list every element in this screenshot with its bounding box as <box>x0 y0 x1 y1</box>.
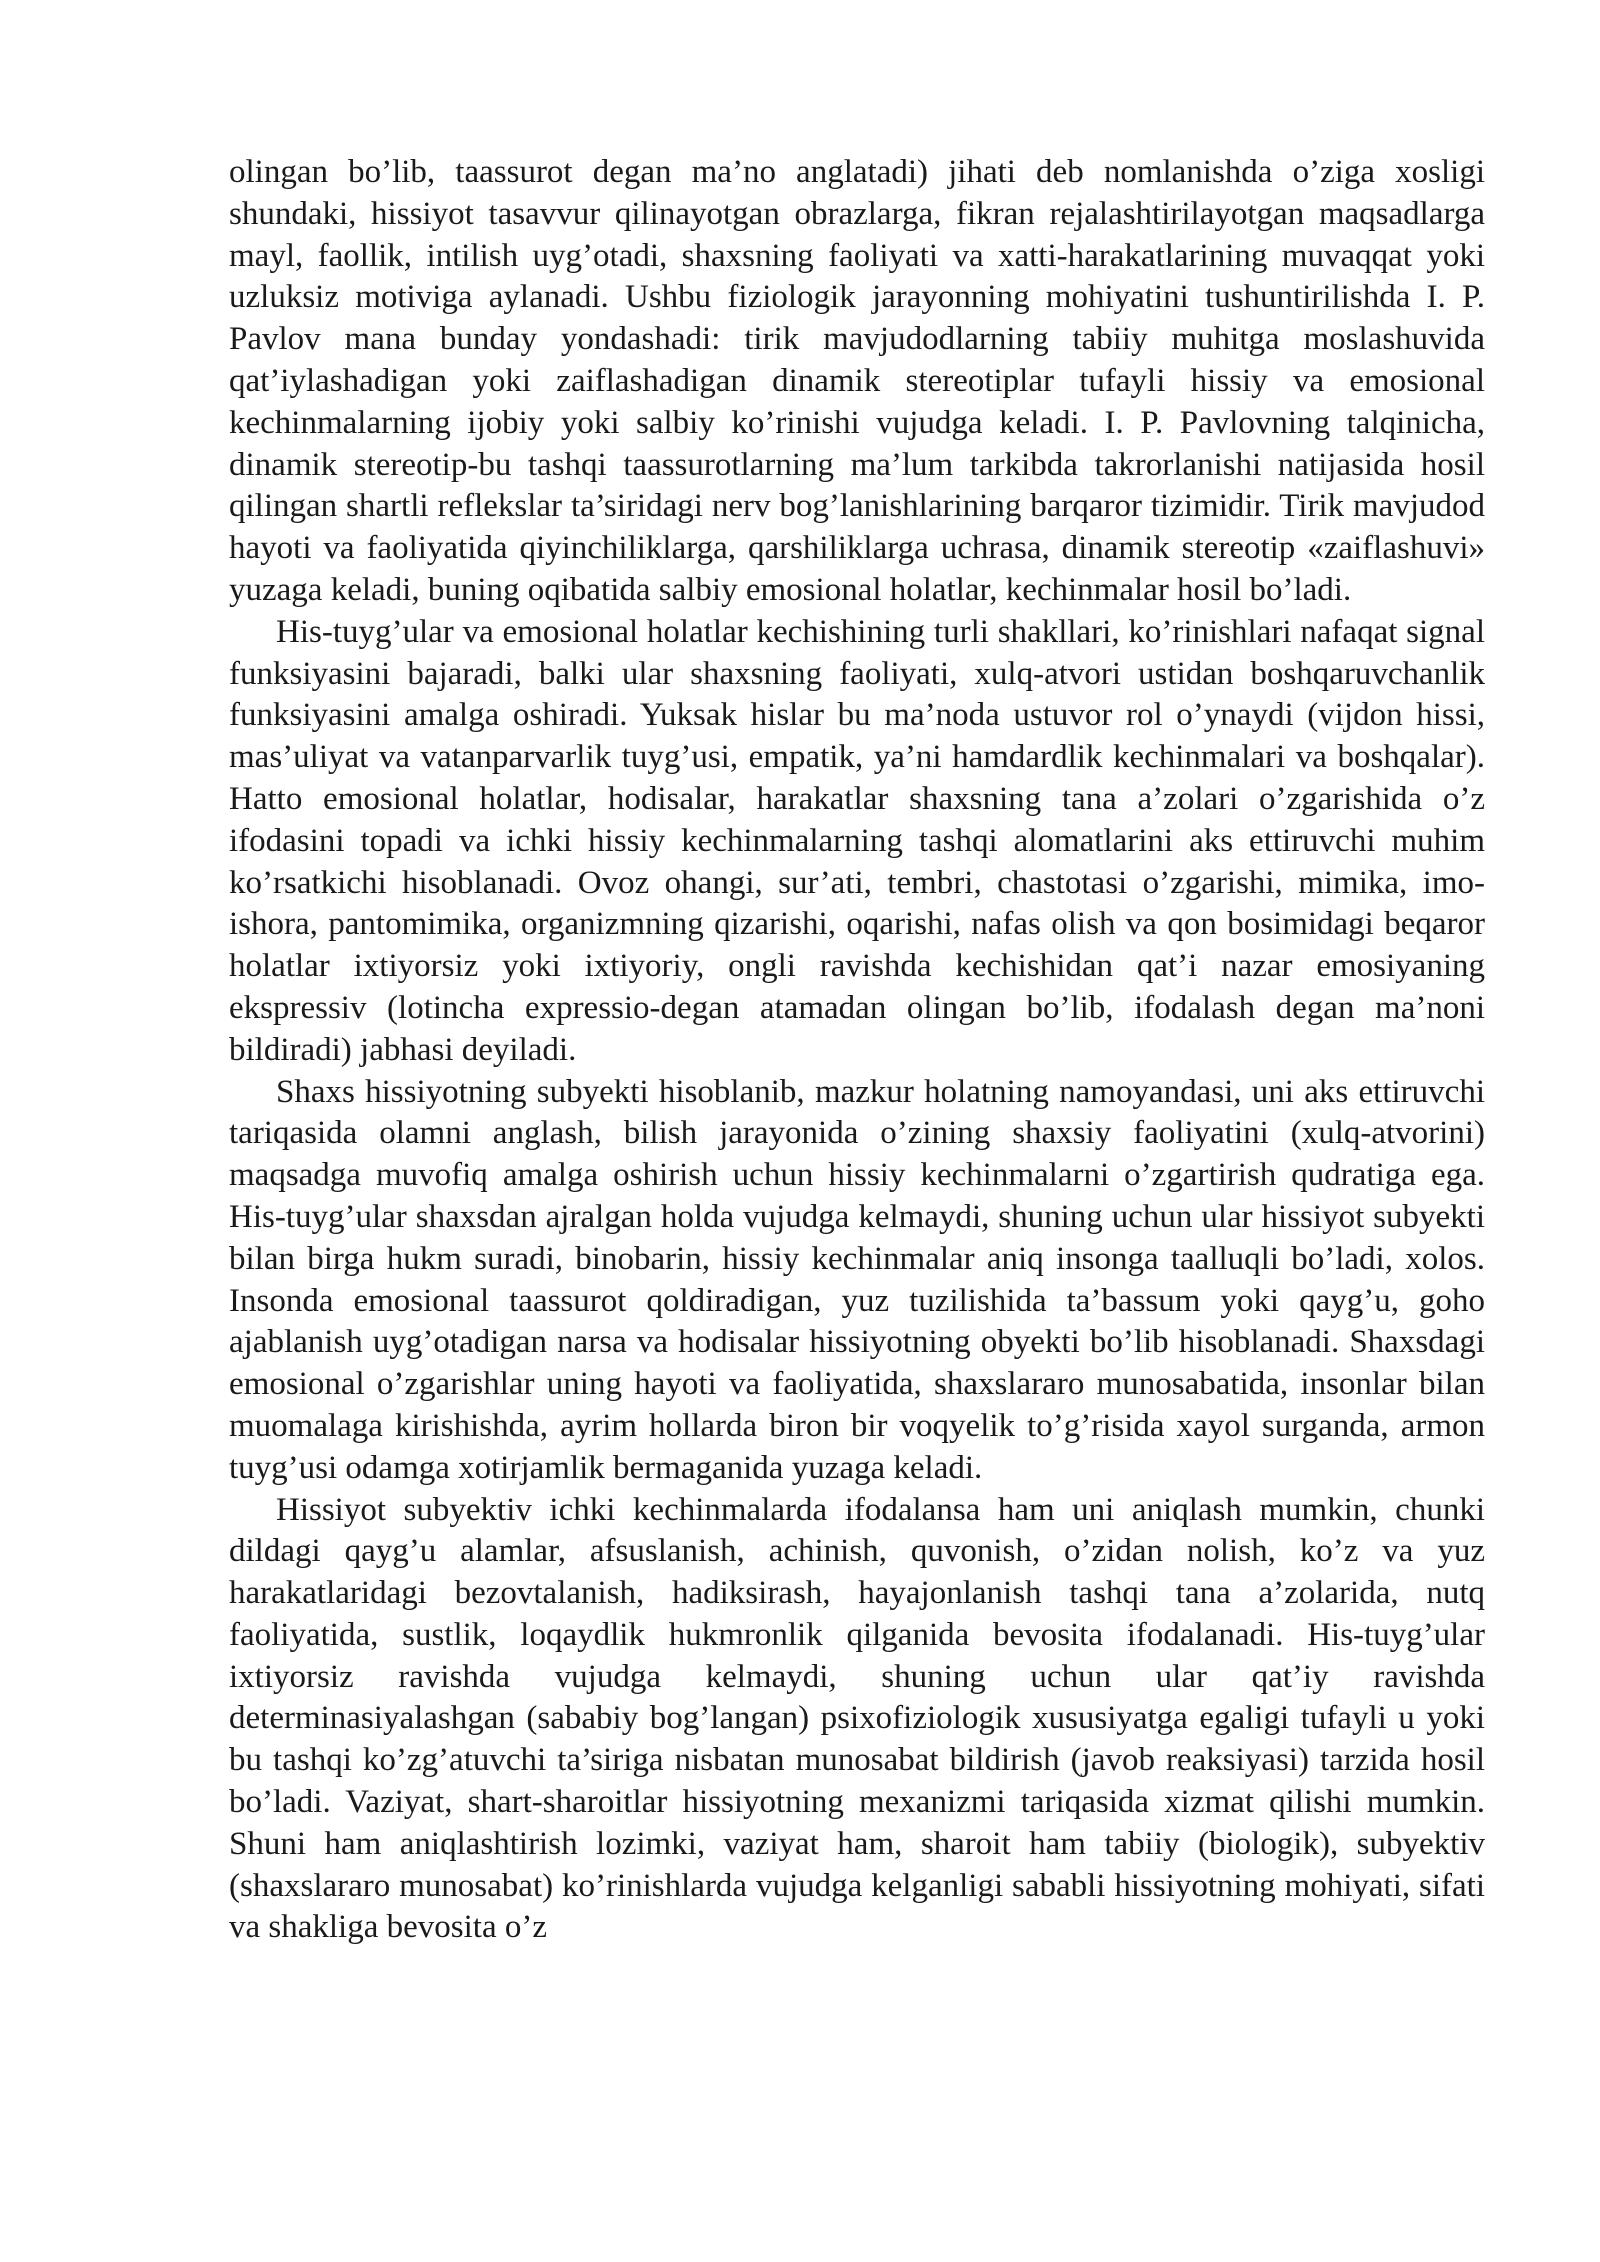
paragraph-1: olingan bo’lib, taassurot degan ma’no anglatadi) jihati deb nomlanishda o’ziga xosligi shundaki, hissiyot tasavvur qilinayotgan obrazlarga, fikran rejalashtirilayotgan maqsadlarga mayl, faollik, intilish uyg’otadi, shaxsning faoliyati va xatti-harakatlarining muvaqqat yoki uzluksiz motiviga aylanadi. Ushbu fiziologik jarayonning mohiyatini tushuntirilishda I. P. Pavlov mana bunday yondashadi: tirik mavjudodlarning tabiiy muhitga moslashuvida qat’iylashadigan yoki zaiflashadigan dinamik stereotiplar tufayli hissiy va emosional kechinmalarning ijobiy yoki salbiy ko’rinishi vujudga keladi. I. P. Pavlovning talqinicha, dinamik stereotip-bu tashqi taassurotlarning ma’lum tarkibda takrorlanishi natijasida hosil qilingan shartli reflekslar ta’siridagi nerv bog’lanishlarining barqaror tizimidir. Tirik mavjudod hayoti va faoliyatida qiyinchiliklarga, qarshiliklarga uchrasa, dinamik stereotip «zaiflashuvi» yuzaga keladi, buning oqibatida salbiy emosional holatlar, kechinmalar hosil bo’ladi. <box>229 154 1485 608</box>
document-page <box>229 152 1485 1949</box>
paragraph-2: His-tuyg’ular va emosional holatlar kechishining turli shakllari, ko’rinishlari nafaqat signal funksiyasini bajaradi, balki ular shaxsning faoliyati, xulq-atvori ustidan boshqaruvchanlik funksiyasini amalga oshiradi. Yuksak hislar bu ma’noda ustuvor rol o’ynaydi (vijdon hissi, mas’uliyat va vatanparvarlik tuyg’usi, empatik, ya’ni hamdardlik kechinmalari va boshqalar). Hatto emosional holatlar, hodisalar, harakatlar shaxsning tana a’zolari o’zgarishida o’z ifodasini topadi va ichki hissiy kechinmalarning tashqi alomatlarini aks ettiruvchi muhim ko’rsatkichi hisoblanadi. Ovoz ohangi, sur’ati, tembri, chastotasi o’zgarishi, mimika, imo-ishora, pantomimika, organizmning qizarishi, oqarishi, nafas olish va qon bosimidagi beqaror holatlar ixtiyorsiz yoki ixtiyoriy, ongli ravishda kechishidan qat’i nazar emosiyaning ekspressiv (lotincha expressio-degan atamadan olingan bo’lib, ifodalash degan ma’noni bildiradi) jabhasi deyiladi. <box>229 613 1485 1068</box>
paragraph-4: Hissiyot subyektiv ichki kechinmalarda ifodalansa ham uni aniqlash mumkin, chunki dildagi qayg’u alamlar, afsuslanish, achinish, quvonish, o’zidan nolish, ko’z va yuz harakatlaridagi bezovtalanish, hadiksirash, hayajonlanish tashqi tana a’zolarida, nutq faoliyatida, sustlik, loqaydlik hukmronlik qilganida bevosita ifodalanadi. His-tuyg’ular ixtiyorsiz ravishda vujudga kelmaydi, shuning uchun ular qat’iy ravishda determinasiyalashgan (sababiy bog’langan) psixofiziologik xususiyatga egaligi tufayli u yoki bu tashqi ko’zg’atuvchi ta’siriga nisbatan munosabat bildirish (javob reaksiyasi) tarzida hosil bo’ladi. Vaziyat, shart-sharoitlar hissiyotning mexanizmi tariqasida xizmat qilishi mumkin. Shuni ham aniqlashtirish lozimki, vaziyat ham, sharoit ham tabiiy (biologik), subyektiv (shaxslararo munosabat) ko’rinishlarda vujudga kelganligi sababli hissiyotning mohiyati, sifati va shakliga bevosita o’z <box>229 1491 1485 1946</box>
paragraph-3: Shaxs hissiyotning subyekti hisoblanib, mazkur holatning namoyandasi, uni aks ettiruvchi tariqasida olamni anglash, bilish jarayonida o’zining shaxsiy faoliyatini (xulq-atvorini) maqsadga muvofiq amalga oshirish uchun hissiy kechinmalarni o’zgartirish qudratiga ega. His-tuyg’ular shaxsdan ajralgan holda vujudga kelmaydi, shuning uchun ular hissiyot subyekti bilan birga hukm suradi, binobarin, hissiy kechinmalar aniq insonga taalluqli bo’ladi, xolos. Insonda emosional taassurot qoldiradigan, yuz tuzilishida ta’bassum yoki qayg’u, goho ajablanish uyg’otadigan narsa va hodisalar hissiyotning obyekti bo’lib hisoblanadi. Shaxsdagi emosional o’zgarishlar uning hayoti va faoliyatida, shaxslararo munosabatida, insonlar bilan muomalaga kirishishda, ayrim hollarda biron bir voqyelik to’g’risida xayol surganda, armon tuyg’usi odamga xotirjamlik bermaganida yuzaga keladi. <box>229 1073 1485 1486</box>
